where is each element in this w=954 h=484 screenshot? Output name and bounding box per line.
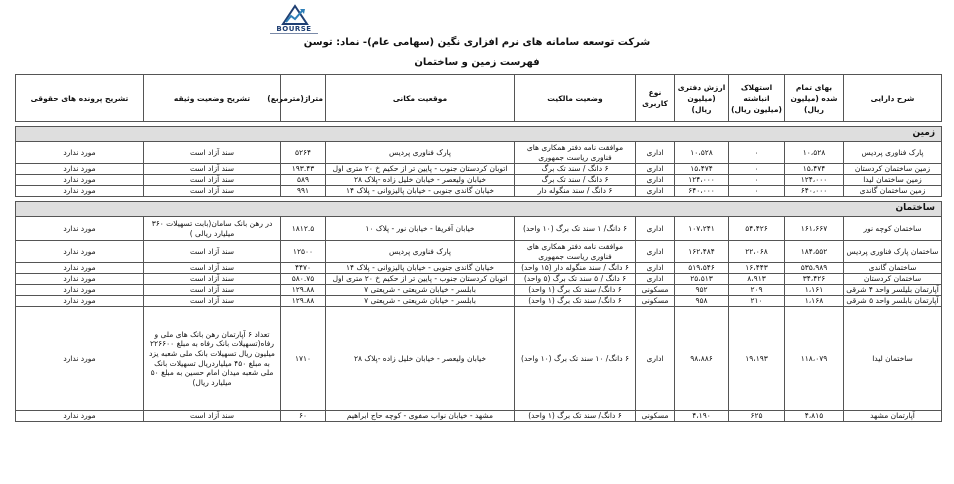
cell-area: ۱۲۹.۸۸ bbox=[281, 296, 326, 307]
cell-desc: زمین ساختمان کردستان bbox=[844, 164, 942, 175]
logo-mark-icon bbox=[280, 4, 310, 26]
cell-area: ۱۸۱۲.۵ bbox=[281, 217, 326, 241]
table-row bbox=[16, 241, 942, 263]
cell-desc: ساختمان کردستان bbox=[844, 274, 942, 285]
cell-own: ۶ دانگ/ سند تک برگ (۱ واحد) bbox=[515, 296, 636, 307]
cell-coll: سند آزاد است bbox=[144, 411, 281, 422]
column-header: تشریح پرونده های حقوقی bbox=[16, 75, 144, 122]
cell-use: مسکونی bbox=[636, 285, 675, 296]
cell-own: ۶ دانگ/ سند تک برگ (۱ واحد) bbox=[515, 411, 636, 422]
column-header: وضعیت مالکیت bbox=[515, 75, 636, 122]
cell-own: ۶ دانگ / سند تک برگ bbox=[515, 175, 636, 186]
cell-loc: خیابان گاندی جنوبی - خیابان پالیزوانی - پلاک ۱۴ bbox=[326, 186, 515, 197]
cell-dep: ۲۰۹ bbox=[729, 285, 785, 296]
cell-dep: ۲۱۰ bbox=[729, 296, 785, 307]
cell-legal: مورد ندارد bbox=[16, 164, 144, 175]
cell-loc: اتوبان کردستان جنوب - پایین تر از حکیم خ ۲۰ متری اول bbox=[326, 164, 515, 175]
cell-book: ۱۰۷،۲۴۱ bbox=[675, 217, 729, 241]
cell-coll: سند آزاد است bbox=[144, 296, 281, 307]
cell-cost: ۱،۱۶۱ bbox=[785, 285, 844, 296]
cell-desc: آپارتمان مشهد bbox=[844, 411, 942, 422]
cell-coll: سند آزاد است bbox=[144, 142, 281, 164]
cell-legal: مورد ندارد bbox=[16, 217, 144, 241]
cell-cost: ۵۳۵،۹۸۹ bbox=[785, 263, 844, 274]
column-header: موقعیت مکانی bbox=[326, 75, 515, 122]
cell-book: ۹۵۸ bbox=[675, 296, 729, 307]
cell-cost: ۱۰،۵۲۸ bbox=[785, 142, 844, 164]
cell-area: ۱۷۱۰ bbox=[281, 307, 326, 411]
table-row bbox=[16, 296, 942, 307]
table-row bbox=[16, 263, 942, 274]
column-header: ارزش دفتری (میلیون ریال) bbox=[675, 75, 729, 122]
cell-coll: تعداد ۶ آپارتمان رهن بانک های ملی و رفاه(تسهیلات بانک رفاه به مبلغ ۲۲۶۶۰۰ میلیون ریال تسهیلات بانک ملی شعبه یزد به مبلغ ۴۵۰ میلیاردریال تسهیلات بانک ملی شعبه میدان امام حسین به مبلغ ۵۰ میلیارد ریال) bbox=[144, 307, 281, 411]
table-row bbox=[16, 164, 942, 175]
cell-legal: مورد ندارد bbox=[16, 241, 144, 263]
cell-legal: مورد ندارد bbox=[16, 142, 144, 164]
cell-desc: زمین ساختمان گاندی bbox=[844, 186, 942, 197]
cell-coll: سند آزاد است bbox=[144, 164, 281, 175]
cell-area: ۴۴۷۰ bbox=[281, 263, 326, 274]
table-row bbox=[16, 274, 942, 285]
cell-dep: ۲۲،۰۶۸ bbox=[729, 241, 785, 263]
cell-cost: ۳۴،۴۲۶ bbox=[785, 274, 844, 285]
column-header: تشریح وضعیت وثیقه bbox=[144, 75, 281, 122]
cell-area: ۵۸۹ bbox=[281, 175, 326, 186]
cell-coll: سند آزاد است bbox=[144, 241, 281, 263]
cell-book: ۶۴۰،۰۰۰ bbox=[675, 186, 729, 197]
cell-area: ۶۰ bbox=[281, 411, 326, 422]
cell-book: ۱۰،۵۲۸ bbox=[675, 142, 729, 164]
company-logo bbox=[270, 4, 318, 38]
asset-table bbox=[15, 74, 942, 422]
cell-area: ۱۹۳.۴۳ bbox=[281, 164, 326, 175]
column-header: بهای تمام شده (میلیون ریال) bbox=[785, 75, 844, 122]
table-row bbox=[16, 175, 942, 186]
cell-desc: زمین ساختمان لیدا bbox=[844, 175, 942, 186]
table-row bbox=[16, 186, 942, 197]
cell-use: اداری bbox=[636, 263, 675, 274]
section-title: ساختمان bbox=[16, 202, 942, 217]
cell-cost: ۱۱۸،۰۷۹ bbox=[785, 307, 844, 411]
cell-book: ۱۲۴،۰۰۰ bbox=[675, 175, 729, 186]
cell-own: ۶ دانگ/ ۱ سند تک برگ (۱۰ واحد) bbox=[515, 217, 636, 241]
table-row bbox=[16, 285, 942, 296]
cell-coll: سند آزاد است bbox=[144, 186, 281, 197]
cell-use: اداری bbox=[636, 164, 675, 175]
cell-dep: ۱۹،۱۹۳ bbox=[729, 307, 785, 411]
header-row bbox=[16, 75, 942, 122]
cell-loc: خیابان ولیعصر - خیابان خلیل زاده -پلاک ۲۸ bbox=[326, 175, 515, 186]
cell-loc: خیابان آفریقا - خیابان نور - پلاک ۱۰ bbox=[326, 217, 515, 241]
column-header: متراژ(مترمربع) bbox=[281, 75, 326, 122]
cell-coll: در رهن بانک سامان(بابت تسهیلات ۳۶۰ میلیارد ریالی ) bbox=[144, 217, 281, 241]
cell-dep: ۱۶،۴۴۳ bbox=[729, 263, 785, 274]
table-row bbox=[16, 307, 942, 411]
cell-dep: ۵۴،۴۲۶ bbox=[729, 217, 785, 241]
cell-legal: مورد ندارد bbox=[16, 274, 144, 285]
section-title: زمین bbox=[16, 127, 942, 142]
cell-area: ۱۲۹.۸۸ bbox=[281, 285, 326, 296]
cell-cost: ۱۸۴،۵۵۲ bbox=[785, 241, 844, 263]
cell-coll: سند آزاد است bbox=[144, 175, 281, 186]
cell-own: ۶ دانگ / سند تک برگ bbox=[515, 164, 636, 175]
cell-own: ۶ دانگ / سند منگوله دار bbox=[515, 186, 636, 197]
cell-dep: ۸،۹۱۳ bbox=[729, 274, 785, 285]
cell-loc: بابلسر - خیابان شریعتی - شریعتی ۷ bbox=[326, 285, 515, 296]
table-row bbox=[16, 217, 942, 241]
cell-dep: ۰ bbox=[729, 186, 785, 197]
column-header: شرح دارایی bbox=[844, 75, 942, 122]
column-header: نوع کاربری bbox=[636, 75, 675, 122]
cell-legal: مورد ندارد bbox=[16, 411, 144, 422]
cell-own: ۶ دانگ / سند منگوله دار (۱۵ واحد) bbox=[515, 263, 636, 274]
cell-legal: مورد ندارد bbox=[16, 186, 144, 197]
cell-use: اداری bbox=[636, 241, 675, 263]
cell-use: اداری bbox=[636, 307, 675, 411]
cell-own: موافقت نامه دفتر همکاری های فناوری ریاست جمهوری bbox=[515, 142, 636, 164]
cell-loc: مشهد - خیابان نواب صفوی - کوچه حاج ابراهیم bbox=[326, 411, 515, 422]
cell-cost: ۶۴۰،۰۰۰ bbox=[785, 186, 844, 197]
cell-cost: ۴،۸۱۵ bbox=[785, 411, 844, 422]
section-row bbox=[16, 127, 942, 142]
cell-coll: سند آزاد است bbox=[144, 285, 281, 296]
cell-dep: ۶۲۵ bbox=[729, 411, 785, 422]
cell-cost: ۱۵،۴۷۴ bbox=[785, 164, 844, 175]
cell-use: اداری bbox=[636, 175, 675, 186]
table-row bbox=[16, 411, 942, 422]
cell-loc: پارک فناوری پردیس bbox=[326, 241, 515, 263]
section-row bbox=[16, 202, 942, 217]
cell-desc: ساختمان پارک فناوری پردیس bbox=[844, 241, 942, 263]
cell-desc: ساختمان کوچه نور bbox=[844, 217, 942, 241]
cell-cost: ۱۲۴،۰۰۰ bbox=[785, 175, 844, 186]
cell-desc: ساختمان لیدا bbox=[844, 307, 942, 411]
cell-area: ۹۹۱ bbox=[281, 186, 326, 197]
table-row bbox=[16, 142, 942, 164]
logo-name: BOURSE bbox=[276, 25, 312, 33]
cell-legal: مورد ندارد bbox=[16, 263, 144, 274]
cell-use: اداری bbox=[636, 274, 675, 285]
cell-area: ۵۲۶۴ bbox=[281, 142, 326, 164]
cell-loc: بابلسر - خیابان شریعتی - شریعتی ۷ bbox=[326, 296, 515, 307]
cell-own: ۶ دانگ/ سند تک برگ (۱ واحد) bbox=[515, 285, 636, 296]
cell-legal: مورد ندارد bbox=[16, 307, 144, 411]
cell-book: ۱۵،۴۷۴ bbox=[675, 164, 729, 175]
cell-loc: خیابان ولیعصر - خیابان خلیل زاده -پلاک ۲۸ bbox=[326, 307, 515, 411]
cell-area: ۵۸۰.۷۵ bbox=[281, 274, 326, 285]
cell-book: ۱۶۲،۴۸۴ bbox=[675, 241, 729, 263]
cell-loc: خیابان گاندی جنوبی - خیابان پالیزوانی - پلاک ۱۴ bbox=[326, 263, 515, 274]
cell-book: ۲۵،۵۱۳ bbox=[675, 274, 729, 285]
cell-cost: ۱،۱۶۸ bbox=[785, 296, 844, 307]
table-header bbox=[16, 75, 942, 122]
column-header: استهلاک انباشته (میلیون ریال) bbox=[729, 75, 785, 122]
cell-book: ۵۱۹،۵۴۶ bbox=[675, 263, 729, 274]
cell-use: اداری bbox=[636, 217, 675, 241]
cell-coll: سند آزاد است bbox=[144, 274, 281, 285]
cell-use: مسکونی bbox=[636, 296, 675, 307]
cell-desc: پارک فناوری پردیس bbox=[844, 142, 942, 164]
cell-legal: مورد ندارد bbox=[16, 175, 144, 186]
cell-desc: آپارتمان بلیلسر واحد ۴ شرقی bbox=[844, 285, 942, 296]
cell-dep: ۰ bbox=[729, 164, 785, 175]
cell-use: اداری bbox=[636, 186, 675, 197]
cell-legal: مورد ندارد bbox=[16, 296, 144, 307]
cell-own: موافقت نامه دفتر همکاری های فناوری ریاست جمهوری bbox=[515, 241, 636, 263]
cell-book: ۴،۱۹۰ bbox=[675, 411, 729, 422]
report-title: فهرست زمین و ساختمان bbox=[414, 57, 540, 68]
cell-loc: پارک فناوری پردیس bbox=[326, 142, 515, 164]
company-title: شرکت توسعه سامانه های نرم افزاری نگین (سهامی عام)- نماد: توسن bbox=[303, 37, 651, 48]
cell-use: مسکونی bbox=[636, 411, 675, 422]
cell-own: ۶ دانگ/ ۱۰ سند تک برگ (۱۰ واحد) bbox=[515, 307, 636, 411]
cell-cost: ۱۶۱،۶۶۷ bbox=[785, 217, 844, 241]
table-body bbox=[16, 122, 942, 422]
cell-use: اداری bbox=[636, 142, 675, 164]
cell-book: ۹۵۲ bbox=[675, 285, 729, 296]
cell-legal: مورد ندارد bbox=[16, 285, 144, 296]
cell-book: ۹۸،۸۸۶ bbox=[675, 307, 729, 411]
cell-dep: ۰ bbox=[729, 175, 785, 186]
cell-coll: سند آزاد است bbox=[144, 263, 281, 274]
cell-loc: اتوبان کردستان جنوب - پایین تر از حکیم خ ۲۰ متری اول bbox=[326, 274, 515, 285]
cell-desc: ساختمان گاندی bbox=[844, 263, 942, 274]
cell-desc: آپارتمان بابلسر واحد ۵ شرقی bbox=[844, 296, 942, 307]
cell-own: ۶ دانگ / ۵ سند تک برگ (۵ واحد) bbox=[515, 274, 636, 285]
cell-dep: ۰ bbox=[729, 142, 785, 164]
cell-area: ۱۲۵۰۰ bbox=[281, 241, 326, 263]
